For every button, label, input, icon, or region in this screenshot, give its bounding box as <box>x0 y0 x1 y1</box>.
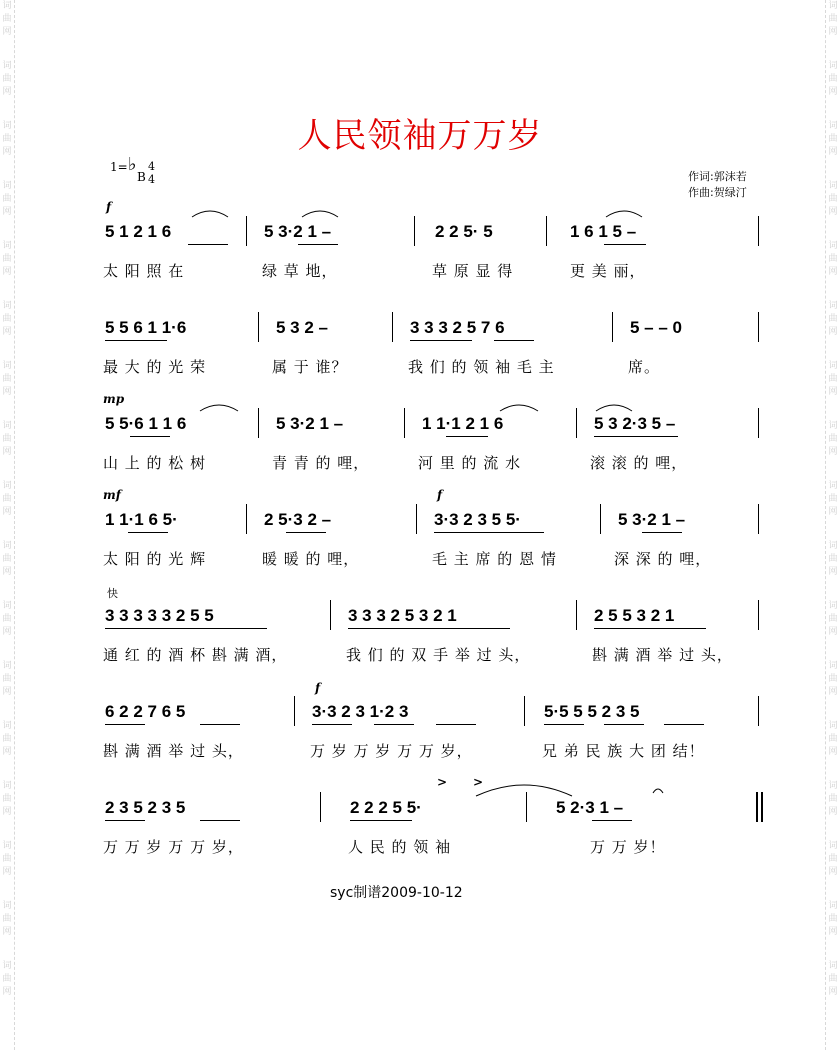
bar-line <box>294 696 295 726</box>
watermark-label: 词曲网 <box>828 181 838 217</box>
watermark-label: 词曲网 <box>828 601 838 637</box>
lyrics-line: 暖 暖 的 哩， <box>262 550 360 568</box>
watermark-label: 词曲网 <box>828 481 838 517</box>
key-signature <box>110 154 155 186</box>
bar-line <box>546 216 547 246</box>
beam-line <box>446 436 488 437</box>
lyrics-line: 通 红 的 酒 杯 斟 满 酒， <box>103 646 288 664</box>
lyrics-line: 兄 弟 民 族 大 团 结！ <box>542 742 705 760</box>
watermark-label: 词曲网 <box>828 841 838 877</box>
watermark-label: 词曲网 <box>2 61 12 97</box>
measure-notes: 3·3 2 3 5 5· <box>434 510 521 529</box>
measure-notes: 5 – – 0 <box>630 318 682 337</box>
watermark-label: 词曲网 <box>828 541 838 577</box>
beam-line <box>105 340 167 341</box>
bar-line <box>404 408 405 438</box>
dynamic-forte: f <box>315 681 321 695</box>
lyrics-line: 席。 <box>628 358 661 376</box>
beam-line <box>544 724 584 725</box>
beam-line <box>200 820 240 821</box>
bar-line <box>600 504 601 534</box>
measure-notes: 5·5 5 5 2 3 5 <box>544 702 640 721</box>
measure-notes: 5 3 2 – <box>276 318 328 337</box>
measure-notes: 5 3·2 1 – <box>276 414 344 433</box>
lyrics-line: 最 大 的 光 荣 <box>103 358 207 376</box>
tempo-mark: 快 <box>107 587 118 600</box>
final-bar-line <box>761 792 763 822</box>
bar-line <box>576 600 577 630</box>
beam-line <box>200 724 240 725</box>
measure-notes: 5 3·2 1 – <box>618 510 686 529</box>
beam-line <box>592 820 632 821</box>
lyrics-line: 万 万 岁 万 万 岁， <box>103 838 244 856</box>
watermark-label: 词曲网 <box>2 481 12 517</box>
beam-line <box>374 724 414 725</box>
final-bar-line <box>756 792 758 822</box>
beam-line <box>298 244 338 245</box>
beam-line <box>642 532 682 533</box>
watermark-label: 词曲网 <box>2 661 12 697</box>
lyrics-line: 山 上 的 松 树 <box>103 454 207 472</box>
measure-notes: 1 1·1 6 5· <box>105 510 178 529</box>
measure-notes: 2 3 5 2 3 5 <box>105 798 186 817</box>
time-top: 4 <box>148 160 155 173</box>
watermark-label: 词曲网 <box>2 121 12 157</box>
accent-mark: > <box>473 775 484 789</box>
watermark-label: 词曲网 <box>2 421 12 457</box>
measure-notes: 3 3 3 2 5 3 2 1 <box>348 606 457 625</box>
lyrics-line: 万 万 岁！ <box>590 838 666 856</box>
lyrics-line: 斟 满 酒 举 过 头， <box>103 742 244 760</box>
measure-notes: 5 5·6 1 1 6 <box>105 414 187 433</box>
bar-line <box>330 600 331 630</box>
slur <box>498 402 540 412</box>
watermark-label: 词曲网 <box>828 61 838 97</box>
watermark-label: 词曲网 <box>828 421 838 457</box>
lyrics-line: 我 们 的 双 手 举 过 头， <box>346 646 531 664</box>
lyrics-line: 人 民 的 领 袖 <box>348 838 452 856</box>
composer-credit: 作曲:贺绿汀 <box>688 186 747 199</box>
watermark-label: 词曲网 <box>828 961 838 997</box>
dynamic-mezzo-forte: mf <box>103 488 121 502</box>
watermark-label: 词曲网 <box>828 301 838 337</box>
watermark-label: 词曲网 <box>828 1 838 37</box>
beam-line <box>604 244 646 245</box>
bar-line <box>246 504 247 534</box>
measure-notes: 1 1·1 2 1 6 <box>422 414 504 433</box>
measure-notes: 1 6 1 5 – <box>570 222 637 241</box>
beam-line <box>494 340 534 341</box>
lyrics-line: 万 岁 万 岁 万 万 岁， <box>310 742 473 760</box>
watermark-label: 词曲网 <box>828 661 838 697</box>
beam-line <box>434 532 544 533</box>
measure-notes: 3 3 3 2 5 7 6 <box>410 318 505 337</box>
lyricist-credit: 作词:郭沫若 <box>688 170 747 183</box>
beam-line <box>594 436 678 437</box>
time-bottom: 4 <box>148 173 155 186</box>
watermark-label: 词曲网 <box>828 361 838 397</box>
watermark-label: 词曲网 <box>2 901 12 937</box>
bar-line <box>416 504 417 534</box>
lyrics-line: 斟 满 酒 举 过 头， <box>592 646 733 664</box>
slur <box>190 208 230 218</box>
lyrics-line: 太 阳 的 光 辉 <box>103 550 207 568</box>
watermark-label: 词曲网 <box>828 721 838 757</box>
lyrics-line: 深 深 的 哩， <box>614 550 712 568</box>
slur <box>594 402 634 412</box>
bar-line <box>758 408 759 438</box>
bar-line <box>524 696 525 726</box>
lyrics-line: 河 里 的 流 水 <box>418 454 522 472</box>
bar-line <box>758 312 759 342</box>
beam-line <box>594 628 706 629</box>
measure-notes: 6 2 2 7 6 5 <box>105 702 186 721</box>
watermark-label: 词曲网 <box>2 541 12 577</box>
measure-notes: 5 3 2·3 5 – <box>594 414 676 433</box>
watermark-label: 词曲网 <box>2 601 12 637</box>
key-note: B <box>137 170 146 184</box>
lyrics-line: 滚 滚 的 哩， <box>590 454 688 472</box>
bar-line <box>612 312 613 342</box>
beam-line <box>105 628 267 629</box>
bar-line <box>758 504 759 534</box>
beam-line <box>312 724 352 725</box>
watermark-label: 词曲网 <box>2 181 12 217</box>
watermark-label: 词曲网 <box>2 961 12 997</box>
measure-notes: 5 5 6 1 1·6 <box>105 318 187 337</box>
beam-line <box>604 724 644 725</box>
beam-line <box>410 340 472 341</box>
measure-notes: 5 1 2 1 6 <box>105 222 172 241</box>
bar-line <box>246 216 247 246</box>
right-watermark-strip <box>825 0 840 1050</box>
measure-notes: 5 3·2 1 – <box>264 222 332 241</box>
beam-line <box>348 628 510 629</box>
lyrics-line: 绿 草 地， <box>262 262 338 280</box>
watermark-label: 词曲网 <box>2 781 12 817</box>
fermata <box>652 786 664 794</box>
lyrics-line: 太 阳 照 在 <box>103 262 185 280</box>
watermark-label: 词曲网 <box>828 781 838 817</box>
bar-line <box>758 696 759 726</box>
bar-line <box>258 408 259 438</box>
bar-line <box>576 408 577 438</box>
watermark-label: 词曲网 <box>828 121 838 157</box>
accent-mark: > <box>437 775 448 789</box>
footer-credit: syc制谱2009-10-12 <box>330 885 463 901</box>
beam-line <box>436 724 476 725</box>
dynamic-forte: f <box>437 488 443 502</box>
beam-line <box>128 532 168 533</box>
dynamic-mezzo-piano: mp <box>103 392 125 406</box>
beam-line <box>188 244 228 245</box>
watermark-label: 词曲网 <box>2 301 12 337</box>
lyrics-line: 更 美 丽， <box>570 262 646 280</box>
measure-notes: 2 5·3 2 – <box>264 510 332 529</box>
watermark-label: 词曲网 <box>2 721 12 757</box>
beam-line <box>350 820 412 821</box>
measure-notes: 3 3 3 3 3 2 5 5 <box>105 606 214 625</box>
watermark-label: 词曲网 <box>2 241 12 277</box>
song-title: 人民领袖万万岁 <box>297 116 543 156</box>
beam-line <box>105 820 145 821</box>
measure-notes: 3·3 2 3 1·2 3 <box>312 702 409 721</box>
lyrics-line: 毛 主 席 的 恩 情 <box>432 550 557 568</box>
dynamic-forte: f <box>106 200 112 214</box>
measure-notes: 2 2 2 5 5· <box>350 798 422 817</box>
lyrics-line: 属 于 谁？ <box>272 358 348 376</box>
measure-notes: 5 2·3 1 – <box>556 798 624 817</box>
key-prefix: 1= <box>110 160 128 174</box>
flat-sign: ♭ <box>128 154 137 175</box>
watermark-label: 词曲网 <box>2 1 12 37</box>
bar-line <box>392 312 393 342</box>
lyrics-line: 青 青 的 哩， <box>272 454 370 472</box>
bar-line <box>758 600 759 630</box>
measure-notes: 2 5 5 3 2 1 <box>594 606 675 625</box>
watermark-label: 词曲网 <box>2 361 12 397</box>
lyrics-line: 草 原 显 得 <box>432 262 514 280</box>
watermark-label: 词曲网 <box>2 841 12 877</box>
watermark-label: 词曲网 <box>828 901 838 937</box>
measure-notes: 2 2 5· 5 <box>435 222 493 241</box>
slur <box>300 208 340 218</box>
beam-line <box>130 436 170 437</box>
beam-line <box>105 724 145 725</box>
bar-line <box>414 216 415 246</box>
bar-line <box>258 312 259 342</box>
watermark-label: 词曲网 <box>828 241 838 277</box>
time-signature <box>148 160 155 186</box>
bar-line <box>320 792 321 822</box>
beam-line <box>286 532 326 533</box>
slur <box>604 208 644 218</box>
bar-line <box>758 216 759 246</box>
slur <box>198 402 240 412</box>
lyrics-line: 我 们 的 领 袖 毛 主 <box>408 358 555 376</box>
left-watermark-strip <box>0 0 15 1050</box>
beam-line <box>664 724 704 725</box>
tie-slur <box>474 780 574 798</box>
